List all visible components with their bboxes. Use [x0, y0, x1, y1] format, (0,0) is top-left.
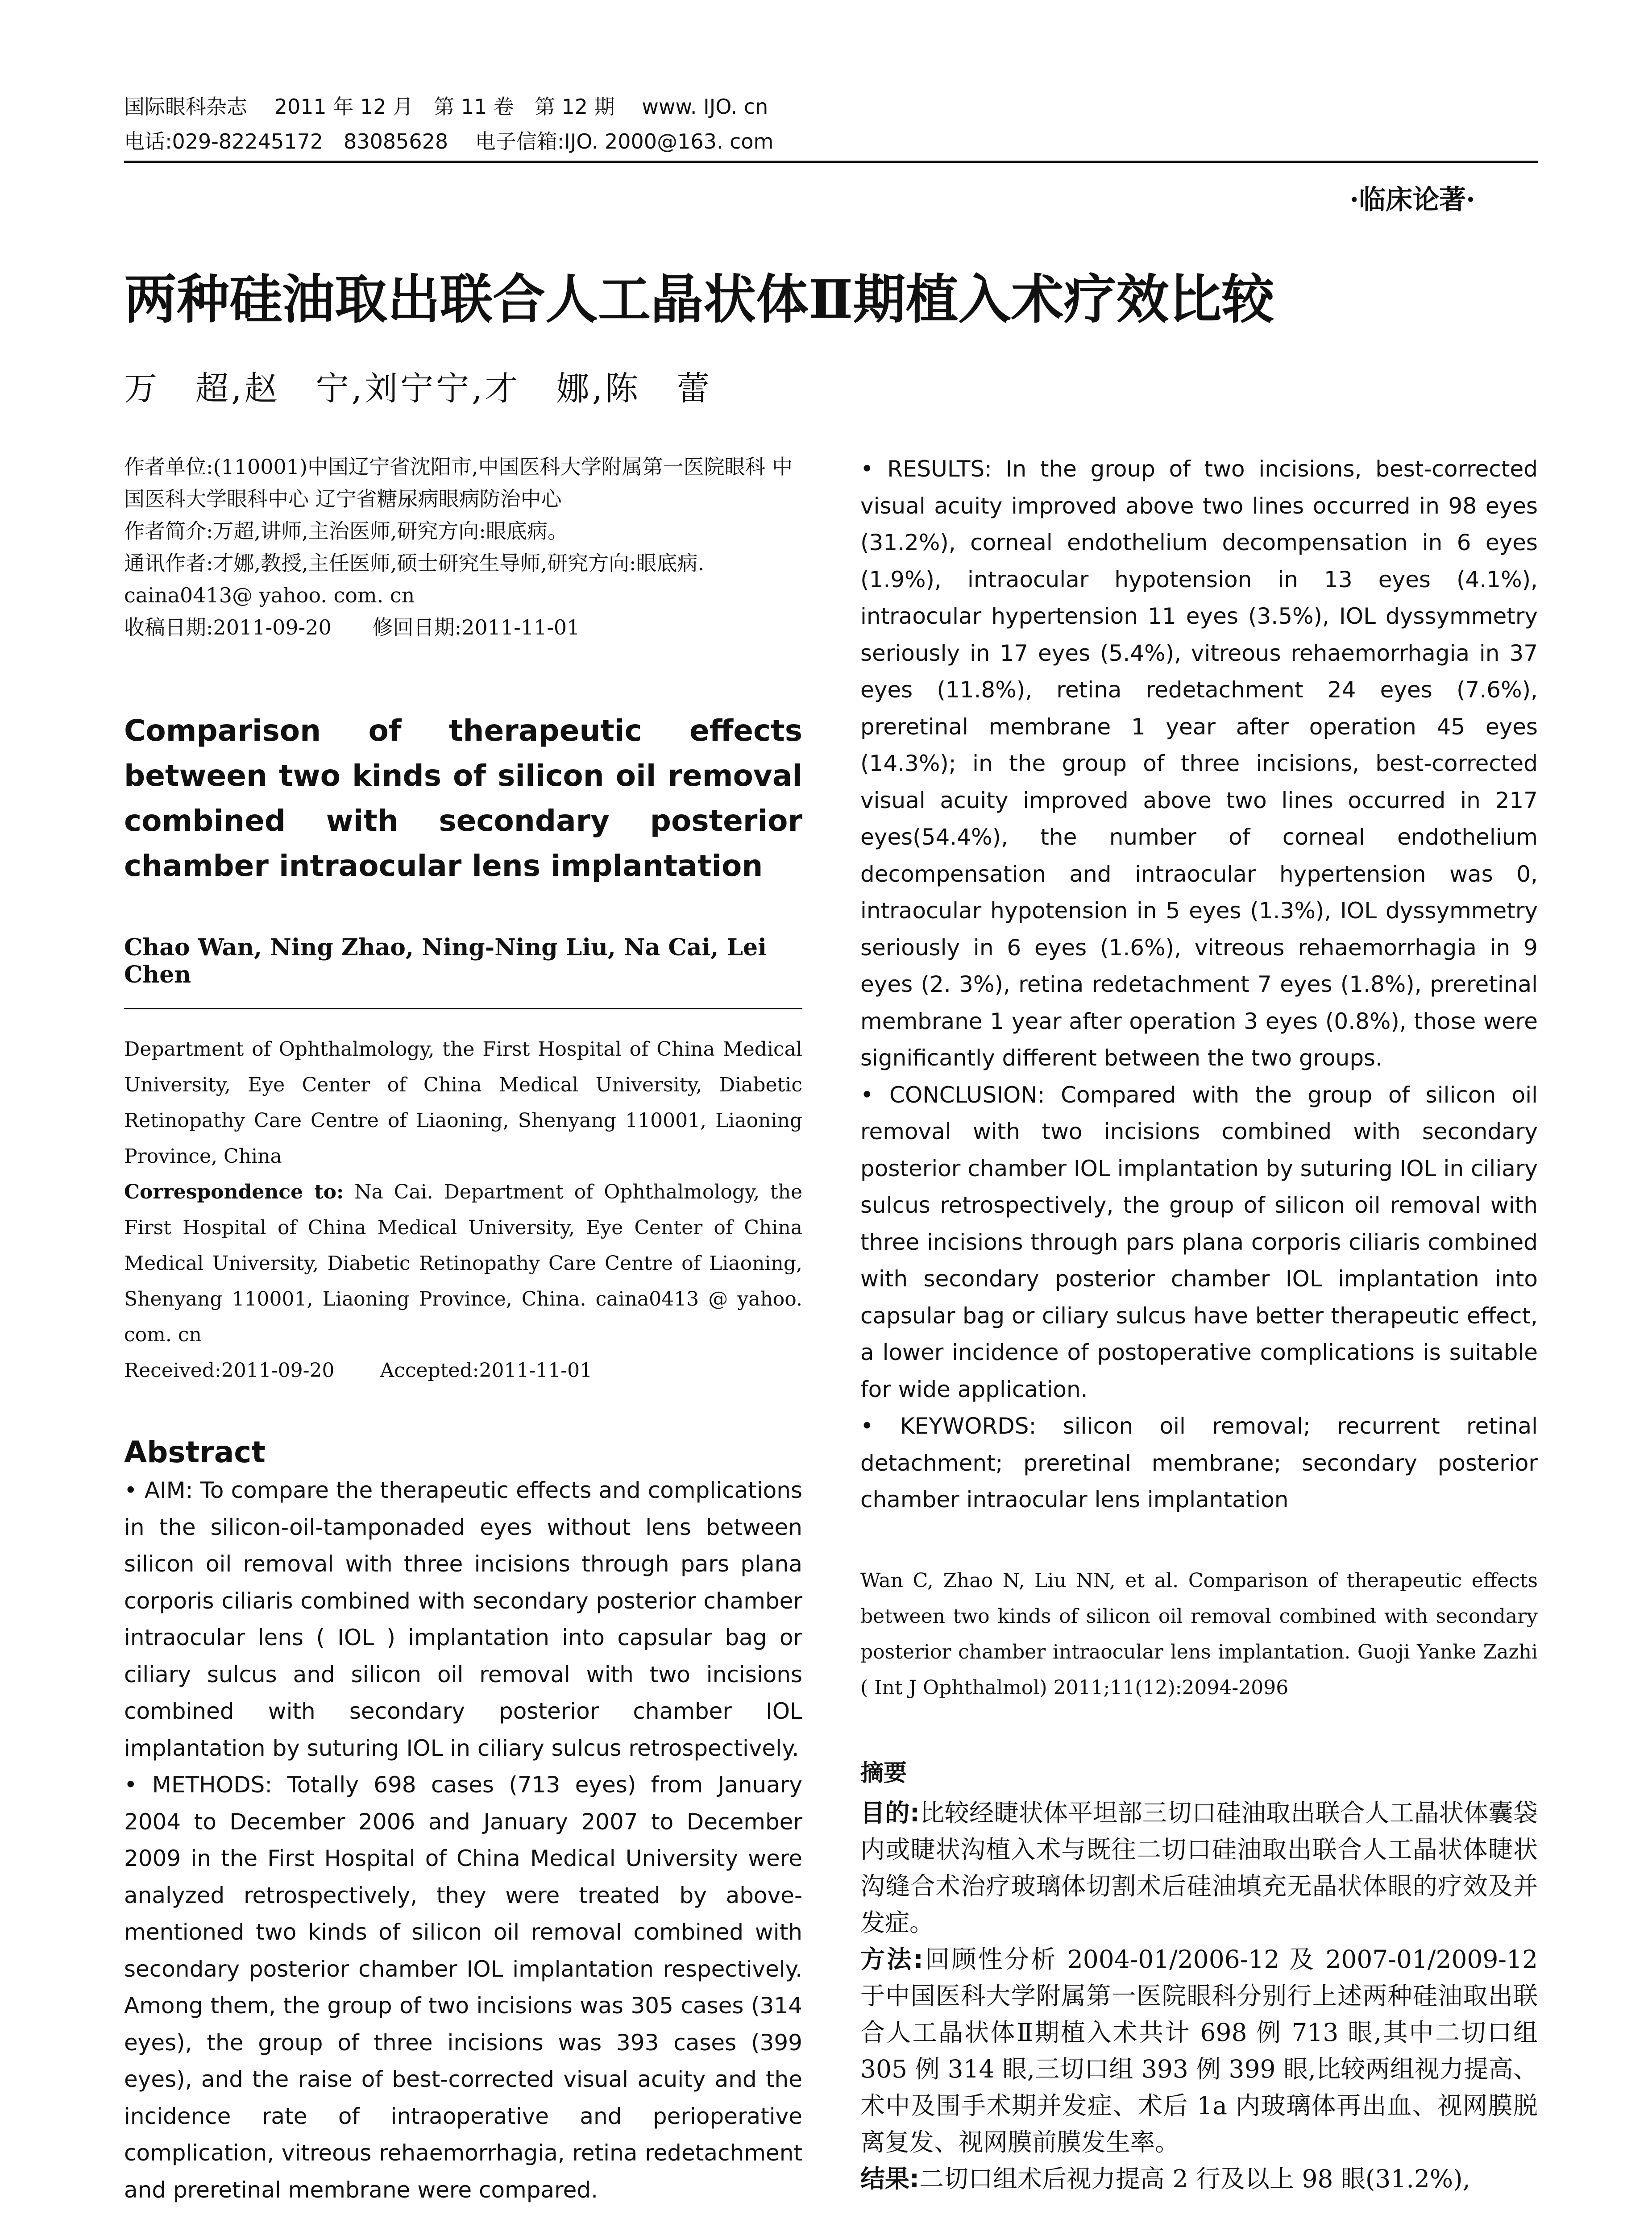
affiliation-cn: [124, 451, 802, 643]
affiliation-cn-bio: 作者简介:万超,讲师,主治医师,研究方向:眼底病。: [124, 519, 568, 543]
abstract-conclusion: • CONCLUSION: Compared with the group of silicon oil removal with two incisions combined with secondary posterior chamber IOL implantation by suturing IOL in ciliary sulcus retrospectively, the group of silicon oil removal with three incisions through pars plana corporis ciliaris combined with secondary posterior chamber IOL implantation into capsular bag or ciliary sulcus have better therapeutic effect, a lower incidence of postoperative complications is suitable for wide application.: [860, 1082, 1538, 1402]
cn-results-label: 结果:: [860, 2164, 919, 2193]
abstract-aim: • AIM: To compare the therapeutic effects and complications in the silicon-oil-tamponaded eyes without lens between silicon oil removal with three incisions through pars plana corporis ciliaris combined with secondary posterior chamber intraocular lens ( IOL ) implantation into capsular bag or ciliary sulcus and silicon oil removal with two incisions combined with secondary posterior chamber IOL implantation by suturing IOL in ciliary sulcus retrospectively.: [124, 1477, 802, 1761]
cn-abstract-aim: [860, 1795, 1538, 1941]
affiliation-en-text: Department of Ophthalmology, the First Hospital of China Medical University, Eye Center of China Medical University, Diabetic Retinopathy Care Centre of Liaoning, Shenyang 110001, Liaoning Province, China: [124, 1038, 802, 1168]
authors-en: Chao Wan, Ning Zhao, Ning-Ning Liu, Na Cai, Lei Chen: [124, 934, 802, 1009]
journal-header: [124, 89, 773, 159]
article-title-en: Comparison of therapeutic effects between two kinds of silicon oil removal combined with secondary posterior chamber intraocular lens implantation: [124, 713, 802, 883]
header-line-1: 国际眼科杂志 2011 年 12 月 第 11 卷 第 12 期 www. IJO. cn: [124, 95, 768, 119]
header-line-2: 电话:029-82245172 83085628 电子信箱:IJO. 2000@163. com: [124, 129, 774, 153]
cn-abstract-methods: [860, 1941, 1538, 2161]
abstract-methods: • METHODS: Totally 698 cases (713 eyes) from January 2004 to December 2006 and January 2007 to December 2009 in the First Hospital of China Medical University were analyzed retrospectively, they were treated by above-mentioned two kinds of silicon oil removal combined with secondary posterior chamber IOL implantation respectively. Among them, the group of two incisions was 305 cases (314 eyes), the group of three incisions was 393 cases (399 eyes), and the raise of best-corrected visual acuity and the incidence rate of intraoperative and perioperative complication, vitreous rehaemorrhagia, retina redetachment and preretinal membrane were compared.: [124, 1772, 802, 2203]
affiliation-en: [124, 1032, 802, 1389]
right-column: [860, 451, 1538, 2197]
citation: Wan C, Zhao N, Liu NN, et al. Comparison of therapeutic effects between two kinds of silicon oil removal combined with secondary posterior chamber intraocular lens implantation. Guoji Yanke Zazhi ( Int J Ophthalmol) 2011;11(12):2094-2096: [860, 1569, 1538, 1699]
cn-abstract: [860, 1795, 1538, 2197]
abstract-keywords: • KEYWORDS: silicon oil removal; recurrent retinal detachment; preretinal membrane; secondary posterior chamber intraocular lens implantation: [860, 1413, 1538, 1513]
correspondence-label: Correspondence to:: [124, 1181, 344, 1203]
correspondence-text: Na Cai. Department of Ophthalmology, the First Hospital of China Medical University, Eye Center of China Medical University, Diabetic Retinopathy Care Centre of Liaoning, Shenyang 110001, Liaoning Province, China. caina0413 @ yahoo. com. cn: [124, 1181, 802, 1346]
affiliation-cn-dates: 收稿日期:2011-09-20 修回日期:2011-11-01: [124, 615, 580, 639]
cn-abstract-results: [860, 2161, 1538, 2197]
section-tag: ·临床论著·: [1349, 184, 1475, 216]
cn-results-text: 二切口组术后视力提高 2 行及以上 98 眼(31.2%),: [919, 2164, 1471, 2193]
affiliation-cn-unit: 作者单位:(110001)中国辽宁省沈阳市,中国医科大学附属第一医院眼科 中国医科大学眼科中心 辽宁省糖尿病眼病防治中心: [124, 455, 793, 511]
cn-aim-label: 目的:: [860, 1798, 920, 1827]
abstract-en-right: [860, 451, 1538, 1518]
cn-methods-text: 回顾性分析 2004-01/2006-12 及 2007-01/2009-12 于中国医科大学附属第一医院眼科分别行上述两种硅油取出联合人工晶状体Ⅱ期植入术共计 698 例 713 眼,其中二切口组 305 例 314 眼,三切口组 393 例 399 眼,比较两组视力提高、术中及围手术期并发症、术后 1a 内玻璃体再出血、视网膜脱离复发、视网膜前膜发生率。: [860, 1945, 1538, 2156]
article-title-cn: 两种硅油取出联合人工晶状体Ⅱ期植入术疗效比较: [124, 268, 1274, 330]
received-accepted: Received:2011-09-20 Accepted:2011-11-01: [124, 1359, 593, 1382]
abstract-results: • RESULTS: In the group of two incisions, best-corrected visual acuity improved above two lines occurred in 98 eyes (31.2%), corneal endothelium decompensation in 6 eyes (1.9%), intraocular hypotension in 13 eyes (4.1%), intraocular hypertension 11 eyes (3.5%), IOL dyssymmetry seriously in 17 eyes (5.4%), vitreous rehaemorrhagia in 37 eyes (11.8%), retina redetachment 24 eyes (7.6%), preretinal membrane 1 year after operation 45 eyes (14.3%); in the group of three incisions, best-corrected visual acuity improved above two lines occurred in 217 eyes(54.4%), the number of corneal endothelium decompensation and intraocular hypertension was 0, intraocular hypotension in 5 eyes (1.3%), IOL dyssymmetry seriously in 6 eyes (1.6%), vitreous rehaemorrhagia in 9 eyes (2. 3%), retina redetachment 7 eyes (1.8%), preretinal membrane 1 year after operation 3 eyes (0.8%), those were significantly different between the two groups.: [860, 456, 1538, 1071]
affiliation-cn-correspondence: 通讯作者:才娜,教授,主任医师,硕士研究生导师,研究方向:眼底病. caina0413@ yahoo. com. cn: [124, 551, 705, 607]
abstract-en-left: [124, 1472, 802, 2208]
cn-abstract-heading: 摘要: [860, 1759, 907, 1787]
authors-cn: 万 超,赵 宁,刘宁宁,才 娜,陈 蕾: [124, 369, 713, 408]
header-divider: [124, 161, 1538, 163]
cn-methods-label: 方法:: [860, 1945, 923, 1974]
left-column: [124, 451, 802, 2208]
abstract-heading: Abstract: [124, 1435, 266, 1469]
correspondence-en: [124, 1174, 802, 1353]
cn-aim-text: 比较经睫状体平坦部三切口硅油取出联合人工晶状体囊袋内或睫状沟植入术与既往二切口硅油取出联合人工晶状体睫状沟缝合术治疗玻璃体切割术后硅油填充无晶状体眼的疗效及并发症。: [860, 1798, 1538, 1937]
